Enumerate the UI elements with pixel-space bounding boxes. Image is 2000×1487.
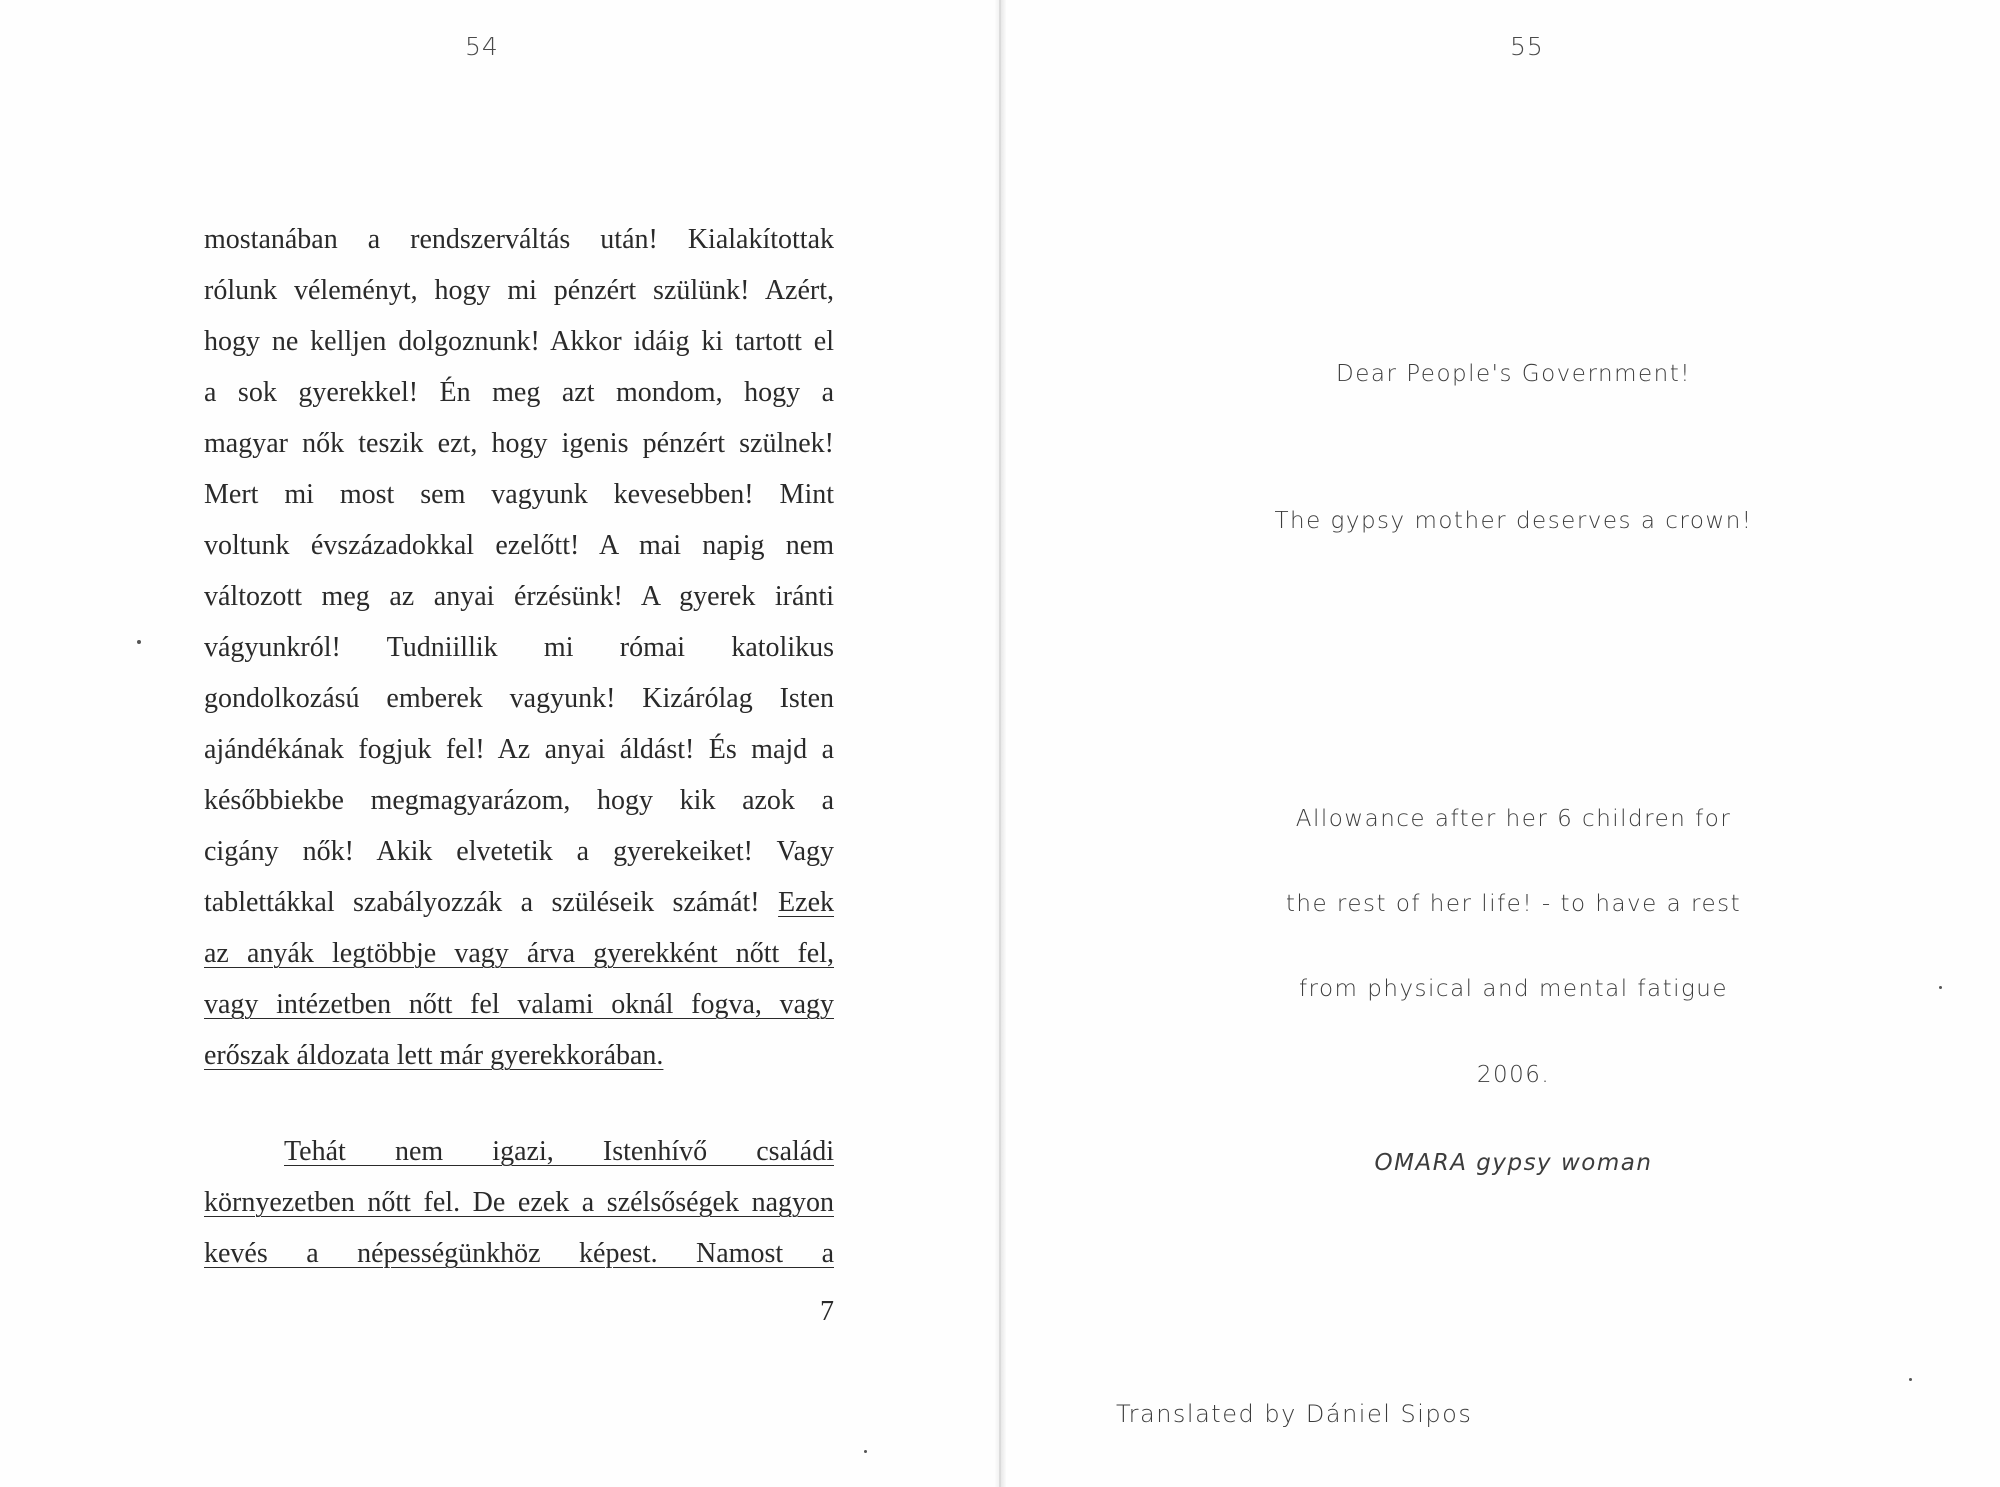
left-page [0, 0, 994, 1487]
text-line: ajándékának fogjuk fel! Az anyai áldást! És majd a [204, 734, 834, 765]
scan-speck [864, 1450, 867, 1453]
underlined-line: kevés a népességünkhöz képest. Namost a [204, 1238, 834, 1269]
text-line: mostanában a rendszerváltás után! Kialakítottak [204, 224, 834, 255]
underlined-segment: Ezek [778, 887, 835, 918]
underlined-line: erőszak áldozata lett már gyerekkorában. [204, 1040, 664, 1071]
year-line: 2006. [1476, 1062, 1551, 1088]
text-segment: tablettákkal szabályozzák a szüléseik számát! [204, 887, 760, 918]
text-line: a sok gyerekkel! Én meg azt mondom, hogy a [204, 377, 834, 408]
text-line: magyar nők teszik ezt, hogy igenis pénzért szülnek! [204, 428, 834, 459]
text-line: vágyunkról! Tudniillik mi római katolikus [204, 632, 834, 663]
underlined-line: környezetben nőtt fel. De ezek a szélsőségek nagyon [204, 1187, 834, 1218]
underlined-line: vagy intézetben nőtt fel valami oknál fogva, vagy [204, 989, 834, 1020]
greeting-line: Dear People's Government! [1336, 361, 1691, 387]
text-line: cigány nők! Akik elvetetik a gyerekeiket! Vagy [204, 836, 834, 867]
text-line: voltunk évszázadokkal ezelőtt! A mai napig nem [204, 530, 834, 561]
text-line: rólunk véleményt, hogy mi pénzért szülünk! Azért, [204, 275, 834, 306]
paragraph-gap [204, 1081, 834, 1126]
text-line: későbbiekbe megmagyarázom, hogy kik azok a [204, 785, 834, 816]
right-page [1006, 0, 2000, 1487]
scan-speck [1939, 986, 1942, 989]
underlined-line: az anyák legtöbbje vagy árva gyerekként nőtt fel, [204, 938, 834, 969]
right-page-number: 55 [1510, 32, 1544, 61]
left-page-number: 54 [465, 32, 499, 61]
text-line: Mert mi most sem vagyunk kevesebben! Mint [204, 479, 834, 510]
text-line: változott meg az anyai érzésünk! A gyerek iránti [204, 581, 834, 612]
inner-page-number: 7 [820, 1296, 834, 1327]
translator-credit: Translated by Dániel Sipos [1116, 1400, 1473, 1428]
text-line: hogy ne kelljen dolgoznunk! Akkor idáig ki tartott el [204, 326, 834, 357]
request-line: the rest of her life! - to have a rest [1285, 891, 1742, 917]
underlined-line: Tehát nem igazi, Istenhívő családi [284, 1136, 834, 1167]
request-line: Allowance after her 6 children for [1295, 806, 1732, 832]
scan-speck [137, 640, 141, 644]
spine-fold [999, 0, 1001, 1487]
signature-line: OMARA gypsy woman [1374, 1150, 1653, 1176]
scan-speck [1909, 1378, 1912, 1381]
text-line-mixed [204, 877, 834, 928]
hungarian-text-block [204, 214, 834, 1279]
request-line: from physical and mental fatigue [1298, 976, 1729, 1002]
text-line: gondolkozású emberek vagyunk! Kizárólag Isten [204, 683, 834, 714]
statement-line: The gypsy mother deserves a crown! [1274, 508, 1753, 534]
